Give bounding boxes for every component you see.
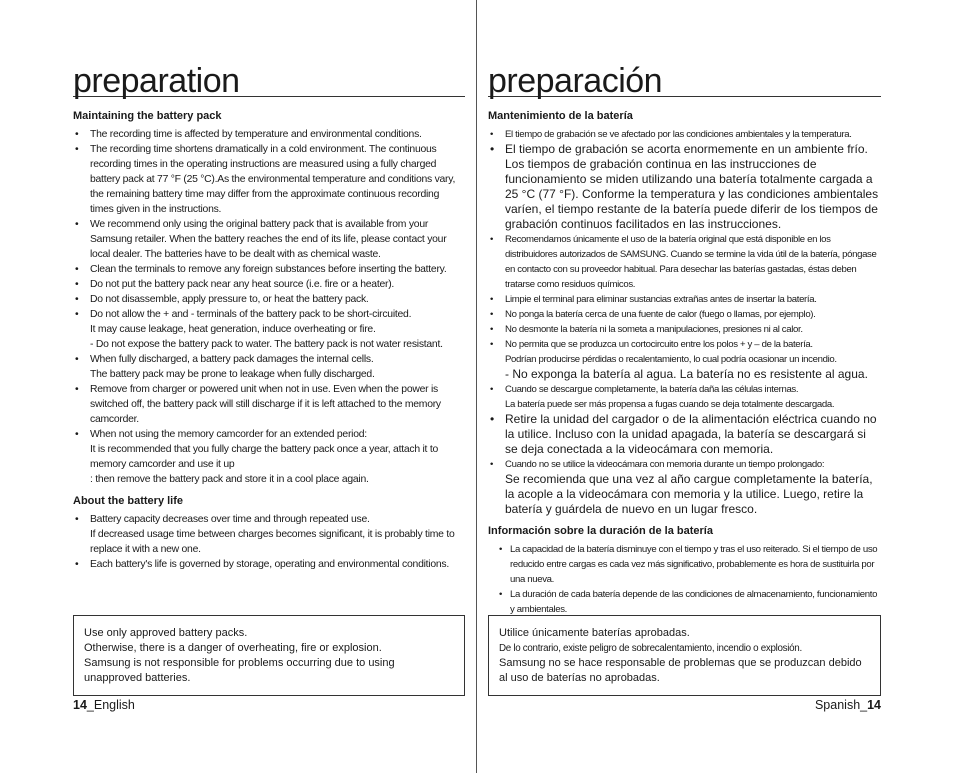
- page-title-spanish: preparación: [488, 62, 881, 97]
- list-subitem: The battery pack may be prone to leakage when fully discharged.: [90, 369, 375, 380]
- note-line: Otherwise, there is a danger of overheating, fire or explosion.: [84, 642, 382, 654]
- list-item: • Do not disassemble, apply pressure to, or heat the battery pack.: [73, 292, 465, 307]
- list-item: • La capacidad de la batería disminuye con el tiempo y tras el uso reiterado. Si el tiempo de uso reducido entre cargas es cada vez más significativo, probablemente es hora de sustituirla por una nueva.: [488, 542, 881, 587]
- list-item: • When fully discharged, a battery pack damages the internal cells.: [73, 352, 465, 367]
- list-item: • No permita que se produzca un cortocircuito entre los polos + y – de la batería.: [488, 337, 881, 352]
- list-item: • No desmonte la batería ni la someta a manipulaciones, presiones ni al calor.: [488, 322, 881, 337]
- list-item: • No ponga la batería cerca de una fuente de calor (fuego o llamas, por ejemplo).: [488, 307, 881, 322]
- section-heading-mantenimiento: Mantenimiento de la batería: [488, 110, 633, 122]
- list-subitem: It may cause leakage, heat generation, induce overheating or fire.: [90, 324, 376, 335]
- english-column: [73, 62, 465, 572]
- list-item: • When not using the memory camcorder for an extended period:: [73, 427, 465, 442]
- section-heading-maintaining: Maintaining the battery pack: [73, 110, 222, 122]
- list-item: • Cuando no se utilice la videocámara con memoria durante un tiempo prolongado:: [488, 457, 881, 472]
- section-heading-battery-life: About the battery life: [73, 495, 184, 507]
- list-subitem: It is recommended that you fully charge the battery pack once a year, attach it to memory camcorder and use it up: [90, 444, 438, 470]
- list-subitem: - No exponga la batería al agua. La batería no es resistente al agua.: [505, 367, 868, 381]
- list-item: • El tiempo de grabación se acorta enormemente en un ambiente frío. Los tiempos de grabación continua en las instrucciones de funcionamiento se miden utilizando una batería totalmente cargada a 25 °C (77 °F). Conforme la temperatura y las condiciones ambientales varíen, el tiempo restante de la batería puede diferir de los tiempos de grabación continuos facilitados en las instrucciones.: [488, 142, 881, 232]
- list-item: • El tiempo de grabación se ve afectado por las condiciones ambientales y la temperatura.: [488, 127, 881, 142]
- list-subitem: La batería puede ser más propensa a fugas cuando se deja totalmente descargada.: [505, 399, 835, 410]
- section-heading-duracion: Información sobre la duración de la batería: [488, 525, 713, 537]
- note-box-spanish: [488, 615, 881, 696]
- list-item: • The recording time is affected by temperature and environmental conditions.: [73, 127, 465, 142]
- note-line: De lo contrario, existe peligro de sobrecalentamiento, incendio o explosión.: [499, 643, 802, 654]
- note-line: Samsung no se hace responsable de problemas que se produzcan debido al uso de baterías no aprobadas.: [499, 657, 862, 684]
- note-box-english: [73, 615, 465, 696]
- footer-language: _English: [86, 698, 135, 712]
- battery-life-list: [73, 512, 465, 572]
- duracion-list: [488, 542, 881, 617]
- page-number: 14: [867, 698, 881, 712]
- list-item: • Each battery's life is governed by storage, operating and environmental conditions.: [73, 557, 465, 572]
- page-divider: [476, 0, 477, 773]
- list-item: • Clean the terminals to remove any foreign substances before inserting the battery.: [73, 262, 465, 277]
- list-subitem: Podrían producirse pérdidas o recalentamiento, lo cual podría ocasionar un incendio.: [505, 354, 837, 365]
- list-subitem: - Do not expose the battery pack to water. The battery pack is not water resistant.: [90, 339, 443, 350]
- list-item: • Cuando se descargue completamente, la batería daña las células internas.: [488, 382, 881, 397]
- mantenimiento-list: [488, 127, 881, 517]
- footer-language: Spanish_: [814, 698, 868, 712]
- list-item: • Do not put the battery pack near any heat source (i.e. fire or a heater).: [73, 277, 465, 292]
- list-item: • Limpie el terminal para eliminar sustancias extrañas antes de insertar la batería.: [488, 292, 881, 307]
- list-item: • The recording time shortens dramatically in a cold environment. The continuous recording times in the operating instructions are measured using a fully charged battery pack at 77 °F (25 °C).As the environmental temperature and conditions vary, the remaining battery time may differ from the approximate continuous recording times given in the instructions.: [73, 142, 465, 217]
- list-item: • Recomendamos únicamente el uso de la batería original que está disponible en los distribuidores autorizados de SAMSUNG. Cuando se termine la vida útil de la batería, póngase en contacto con su proveedor habitual. Para desechar las baterías gastadas, éstas deben tratarse como residuos químicos.: [488, 232, 881, 292]
- list-item: • Do not allow the + and - terminals of the battery pack to be short-circuited.: [73, 307, 465, 322]
- note-line: Utilice únicamente baterías aprobadas.: [499, 627, 690, 639]
- spanish-column: [488, 62, 881, 617]
- list-subitem: If decreased usage time between charges becomes significant, it is probably time to replace it with a new one.: [90, 529, 455, 555]
- page-title-english: preparation: [73, 62, 465, 97]
- list-item: • Battery capacity decreases over time and through repeated use.: [73, 512, 465, 527]
- list-item: • We recommend only using the original battery pack that is available from your Samsung retailer. When the battery reaches the end of its life, please contact your local dealer. The batteries have to be dealt with as chemical waste.: [73, 217, 465, 262]
- footer-spanish: [815, 697, 881, 713]
- list-item: • Remove from charger or powered unit when not in use. Even when the power is switched off, the battery pack will still discharge if it is left attached to the memory camcorder.: [73, 382, 465, 427]
- note-line: Use only approved battery packs.: [84, 627, 248, 639]
- list-item: • La duración de cada batería depende de las condiciones de almacenamiento, funcionamiento y ambientales.: [488, 587, 881, 617]
- maintaining-list: [73, 127, 465, 487]
- list-subitem: : then remove the battery pack and store it in a cool place again.: [90, 474, 369, 485]
- page-number: 14: [73, 698, 87, 712]
- list-item: • Retire la unidad del cargador o de la alimentación eléctrica cuando no la utilice. Incluso con la unidad apagada, la batería se descargará si se deja conectada a la videocámara con memoria.: [488, 412, 881, 457]
- list-subitem: Se recomienda que una vez al año cargue completamente la batería, la acople a la videocámara con memoria y la utilice. Luego, retire la batería y guárdela de nuevo en un lugar fresco.: [505, 472, 873, 516]
- footer-english: [73, 697, 135, 713]
- note-line: Samsung is not responsible for problems occurring due to using unapproved batteries.: [84, 657, 395, 684]
